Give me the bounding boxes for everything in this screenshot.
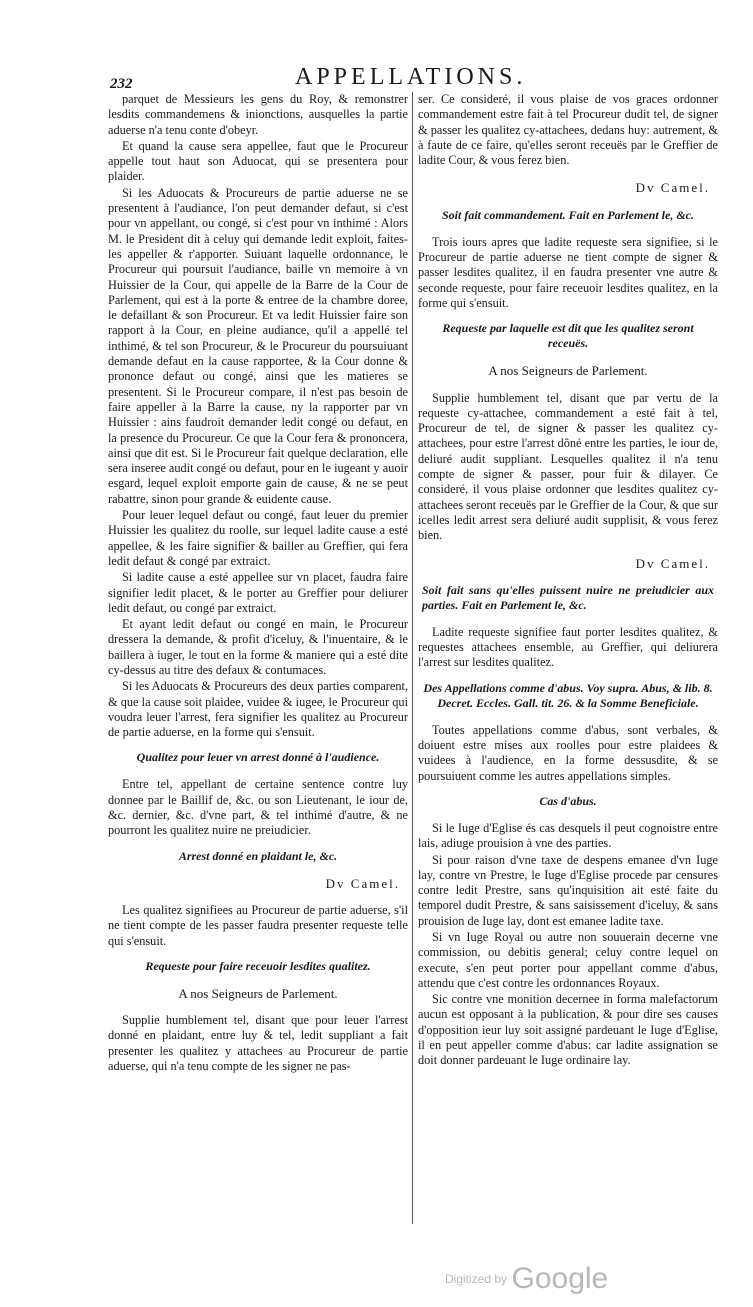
paragraph: Toutes appellations comme d'abus, sont verbales, & doiuent estre mises aux roolles pour estre plaidees & vuidees à l'audience, en la forme dessusdite, & se poursuiuent comme les autres appellations simples. xyxy=(418,722,718,783)
paragraph: Les qualitez signifiees au Procureur de partie aduerse, s'il ne tient compte de les passer faudra presenter requeste telle qui s'ensuit. xyxy=(108,902,408,948)
paragraph: ser. Ce consideré, il vous plaise de vos graces ordonner commandement estre fait à tel Procureur dudit tel, de signer & passer les qualitez cy-attachees, dedans huy: autrement, & à faute de ce faire, qu'elles seront receuës par le Greffier de ladite Cour, & vous ferez bien. xyxy=(418,92,718,168)
address-line: A nos Seigneurs de Parlement. xyxy=(488,363,648,379)
paragraph: Si les Aduocats & Procureurs de partie aduerse ne se presentent à l'audiance, l'on peut demander defaut, si c'est pour vn appellant, ou congé, si c'est pour vn inthimé : Alors M. le President dit à celuy qui demande ledit exploit, faites-les appeller & r'apporter. Suiuant laquelle ordonnance, le Procureur qui poursuit l'audiance, baille vn memoire à vn Huissier de la Cour, qui appelle de la Barre de la Cour de Parlement, qui est à la porte & entree de la chambre doree, le defaillant & son Procureur. Et va ledit Huissier faire son rapport à la Cour, en pleine audiance, qu'il a appellé tel inthimé, & tel son Procureur, & le Procureur du poursuiuant demande defaut en la cause rapportee, & la Cour donne & prononce defaut ou congé, ainsi que les matieres se presentent. Si le Procureur compare, il n'est pas besoin de faire appeller à la Barre la cause, ny la rapporter par vn Huissier : ains faudroit demander ledit congé ou defaut, en la presence du Procureur. Ce que la Cour fera & prononcera, ainsi que dit est. Si le Procureur fait quelque declaration, elle sera inseree audit congé ou defaut, pour en le iugeant y auoir esgard, lequel exploit emporte gain de cause, & ne se peut rabattre, sinon pour grande & euidente cause. xyxy=(108,185,408,506)
paragraph: parquet de Messieurs les gens du Roy, & remonstrer lesdits commandemens & inionctions, ausquelles la partie aduerse n'a tenu conte d'obeyr. xyxy=(108,92,408,137)
paragraph: Si pour raison d'vne taxe de despens emanee d'vn Iuge lay, contre vn Prestre, le Iuge d'Eglise procede par censures contre ledit Prestre, sans qu'inquisition ait esté faite du temporel dudit Prestre, & sans saisissement d'iceluy, & sans prouision de Iuge lay, dont est emanee ladite taxe. xyxy=(418,852,718,928)
paragraph: Si le Iuge d'Eglise és cas desquels il peut cognoistre entre lais, adiuge prouision à vne des parties. xyxy=(418,820,718,851)
paragraph: Et quand la cause sera appellee, faut que le Procureur appelle tout haut son Aduocat, qui se presentera pour plaider. xyxy=(108,138,408,184)
paragraph: Si les Aduocats & Procureurs des deux parties comparent, & que la cause soit plaidee, vuidee & iugee, le Procureur qui voudra leuer l'arrest, fera signifier les qualitez au Procureur de partie aduerse, en la forme qui s'ensuit. xyxy=(108,679,408,740)
section-rubric: Requeste par laquelle est dit que les qualitez seront receuës. xyxy=(442,321,694,351)
paragraph: Si ladite cause a esté appellee sur vn placet, faudra faire signifier ledit placet, & le porter au Greffier pour deliurer ledit defaut, ou congé par extraict. xyxy=(108,570,408,615)
paragraph: Trois iours apres que ladite requeste sera signifiee, si le Procureur de partie aduerse ne tient compte de signer & passer lesdites qualitez, il en faudra presenter vne autre & seconde requeste, pour faire receuoir lesdites qualitez, en la forme qui s'ensuit. xyxy=(418,234,718,310)
signature: Dv Camel. xyxy=(325,875,400,891)
page-number: 232 xyxy=(110,76,133,92)
document-page xyxy=(100,62,740,1232)
running-title: APPELLATIONS. xyxy=(295,64,527,90)
paragraph: Si vn Iuge Royal ou autre non souuerain decerne vne commission, ou debitis general; celuy contre lequel on execute, s'en peut porter pour appellant comme d'abus, attendu que c'est contre les ordonnances Royaux. xyxy=(418,929,718,990)
watermark-logo-text: Google xyxy=(511,1262,609,1295)
paragraph: Supplie humblement tel, disant que par vertu de la requeste cy-attachee, commandement a esté fait à tel, Procureur de tel, de signer & passer les qualitez cy-attachees, pour estre l'arrest dôné entre les parties, le iour de, deliuré audit suppliant. Lesquelles qualitez il n'a tenu compte de signer & passer, pour fuir & dilayer. Ce consideré, il vous plaise ordonner que lesdites qualitez cy-attachees seront receuës par le Greffier de la Cour, & que sur icelles ledit arrest sera deliuré audit supplisit, & vous ferez bien. xyxy=(418,390,718,543)
paragraph: Pour leuer lequel defaut ou congé, faut leuer du premier Huissier les qualitez du roolle, sur lequel ladite cause a esté appellee, & les faire signifier & bailler au Greffier, qui fera ledit defaut & congé par extraict. xyxy=(108,508,408,568)
signature: Dv Camel. xyxy=(635,180,710,196)
section-rubric: Cas d'abus. xyxy=(539,793,597,808)
digitized-watermark xyxy=(445,1262,608,1296)
paragraph: Ladite requeste signifiee faut porter lesdites qualitez, & requestes attachees ensemble, au Greffier, qui deliurera l'arrest sur lesdites qualitez. xyxy=(418,624,718,670)
watermark-small-text: Digitized by xyxy=(445,1272,508,1286)
paragraph: Entre tel, appellant de certaine sentence contre luy donnee par le Baillif de, &c. ou son Lieutenant, le iour de, &c. dernier, &c. d'vne part, & tel inthimé d'autre, & ne pourront les qualitez nuire ne preiudicier. xyxy=(108,777,408,838)
section-rubric: Arrest donné en plaidant le, &c. xyxy=(178,848,338,863)
paragraph: Sic contre vne monition decernee in forma malefactorum aucun est opposant à la publication, & pour dire ses causes d'opposition ieur luy soit assigné pardeuant le Iuge d'Eglise, il en peut appeller comme d'abus: car ladite assignation se doit donner pardeuant le Iuge ordinaire lay. xyxy=(418,992,718,1068)
section-rubric: Qualitez pour leuer vn arrest donné à l'audience. xyxy=(136,750,380,765)
address-line: A nos Seigneurs de Parlement. xyxy=(178,985,338,1001)
page-header xyxy=(100,62,740,94)
paragraph: Supplie humblement tel, disant que pour leuer l'arrest donné en plaidant, entre luy & tel, ledit suppliant a fait presenter les qualitez y attachees au Procureur de partie aduerse, qui n'a tenu compte de les signer ne pas- xyxy=(108,1013,408,1074)
paragraph: Et ayant ledit defaut ou congé en main, le Procureur dressera la demande, & profit d'iceluy, & l'inuentaire, & le baillera à iuger, le tout en la forme & maniere qui a esté dite cy-dessus au titre des defaux & contumaces. xyxy=(108,617,408,677)
section-rubric: Soit fait sans qu'elles puissent nuire ne preiudicier aux parties. Fait en Parlement le, &c. xyxy=(422,582,714,612)
signature: Dv Camel. xyxy=(635,555,710,571)
section-rubric: Requeste pour faire receuoir lesdites qualitez. xyxy=(145,958,371,973)
left-column xyxy=(108,92,408,1075)
right-column xyxy=(418,92,718,1070)
column-divider xyxy=(412,92,413,1224)
section-rubric: Des Appellations comme d'abus. Voy supra. Abus, & lib. 8. Decret. Eccles. Gall. tit. 26. & la Somme Beneficiale. xyxy=(423,680,713,710)
section-rubric: Soit fait commandement. Fait en Parlement le, &c. xyxy=(442,207,694,222)
